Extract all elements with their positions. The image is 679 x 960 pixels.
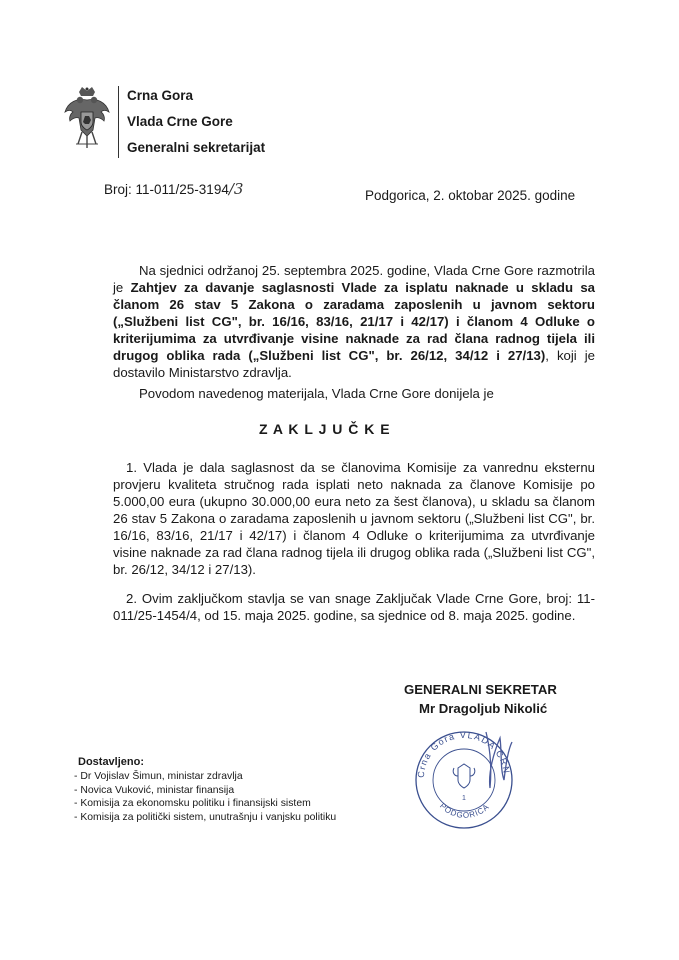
header-divider (118, 86, 119, 158)
intro-text-start: Na sjednici održanoj 25. septembra 2025. godine, Vlada Crne Gore razmotrila je (113, 263, 595, 295)
coat-of-arms-emblem (62, 86, 112, 150)
conclusions-heading: Z A K L J U Č K E (259, 421, 391, 437)
header-country: Crna Gora (127, 88, 194, 103)
signatory-title: GENERALNI SEKRETAR (404, 682, 557, 697)
delivered-item: - Komisija za politički sistem, unutrašnju i vanjsku politiku (74, 811, 337, 823)
stamp-outer-text: Crna Gora VLADA CRN (415, 729, 512, 779)
adopted-statement: Povodom navedenog materijala, Vlada Crne Gore donijela je (139, 386, 494, 401)
intro-text-end: , koji je dostavilo Ministarstvo zdravlja. (113, 348, 595, 380)
intro-request-title: Zahtjev za davanje saglasnosti Vlade za isplatu naknade u skladu sa članom 26 stav 5 Zakona o zaradama zaposlenih u javnom sektoru („Službeni list CG", br. 16/16, 83/16, 21/17 i 42/17) i članom 4 Odluke o kriterijumima za utvrđivanje visine naknade za rad člana radnog tijela ili drugog oblika rada („Službeni list CG", br. 26/12, 34/12 i 27/13) (113, 280, 595, 363)
reference-number-row (104, 180, 243, 198)
delivered-list (74, 770, 336, 824)
intro-paragraph (113, 262, 595, 381)
reference-number: Broj: 11-011/25-3194 (104, 182, 229, 197)
document-date: Podgorica, 2. oktobar 2025. godine (365, 188, 576, 203)
stamp-city: PODGORICA (437, 801, 492, 820)
header-government: Vlada Crne Gore (127, 114, 233, 129)
delivered-item: - Dr Vojislav Šimun, ministar zdravlja (74, 771, 243, 782)
official-stamp (408, 718, 518, 834)
delivered-label: Dostavljeno: (78, 756, 145, 768)
delivered-item: - Komisija za ekonomsku politiku i finansijski sistem (74, 798, 311, 809)
signatory-name: Mr Dragoljub Nikolić (419, 701, 548, 716)
conclusion-2: 2. Ovim zaključkom stavlja se van snage Zaključak Vlade Crne Gore, broj: 11-011/25-1454/4, od 15. maja 2025. godine, sa sjednice od 8. maja 2025. godine. (113, 591, 595, 623)
handwritten-suffix: /3 (228, 180, 244, 198)
delivered-item: - Novica Vuković, ministar finansija (74, 784, 235, 796)
conclusion-1: 1. Vlada je dala saglasnost da se članovima Komisije za vanrednu eksternu provjeru kvaliteta stručnog rada isplati neto naknada za članove Komisije po 5.000,00 eura (ukupno 30.000,00 eura neto za šest članova), u skladu sa članom 26 stav 5 Zakona o zaradama zaposlenih u javnom sektoru („Službeni list CG", br. 16/16, 83/16, 21/17 i 42/17) i članom 4 Odluke o kriterijumima za utvrđivanje visine naknade za rad člana radnog tijela ili drugog oblika rada („Službeni list CG", br. 26/12, 34/12 i 27/13). (113, 460, 595, 577)
header-secretariat: Generalni sekretarijat (127, 140, 266, 155)
stamp-number: 1 (462, 795, 466, 802)
